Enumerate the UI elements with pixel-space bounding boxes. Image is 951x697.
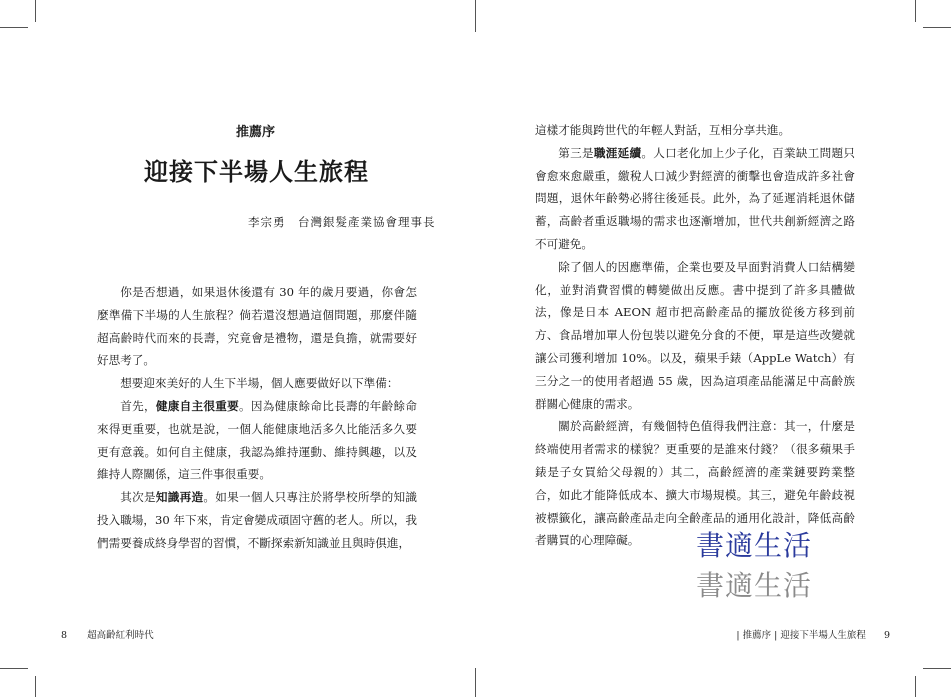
watermark-text: 書適生活 [696,529,813,562]
paragraph-lead: 首先， [120,398,156,413]
paragraph [97,486,417,554]
folio-divider: | [736,630,740,641]
left-page [0,0,475,697]
left-body-text [97,281,417,555]
running-title: 迎接下半場人生旅程 [780,630,866,641]
paragraph-text: 。因為健康餘命比長壽的年齡餘命來得更重要，也就是說，一個人能健康地活多久比能活多久要更有意義。如何自主健康，我認為維持運動、維持興趣，以及維持人際關係，這三件事很重要。 [97,398,417,482]
paragraph [535,142,855,256]
paragraph-text: 。如果一個人只專注於將學校所學的知識投入職場，30 年下來，肯定會變成頑固守舊的老人。所以，我們需要養成終身學習的習慣，不斷探索新知識並且與時俱進， [97,490,417,550]
right-body-text [535,119,855,552]
paragraph [97,395,417,486]
chapter-title: 迎接下半場人生旅程 [144,157,369,186]
emphasis-text: 知識再造 [155,490,204,505]
section-label: 推薦序 [236,125,276,140]
running-title: 超高齡紅利時代 [87,630,154,641]
watermark-text-shadow: 書適生活 [696,569,813,602]
paragraph-text: 。人口老化加上少子化，百業缺工問題只會愈來愈嚴重，繳稅人口減少對經濟的衝擊也會造成許多社會問題，退休年齡勢必將往後延長。此外，為了延遲消耗退休儲蓄，高齡者重返職場的需求也逐漸增加，世代共創新經濟之路不可避免。 [535,145,855,251]
folio-divider: | [774,630,778,641]
page-number: 9 [883,630,890,641]
running-section: 推薦序 [742,630,772,641]
emphasis-text: 健康自主很重要 [155,398,240,413]
paragraph-text: 想要迎來美好的人生下半場，個人應要做好以下準備： [120,376,399,391]
paragraph [97,281,417,372]
paragraph-text: 你是否想過，如果退休後還有 30 年的歲月要過，你會怎麼準備下半場的人生旅程？倘若還沒想過這個問題，那麼伴隨超高齡時代而來的長壽，究竟會是禮物，還是負擔，就需要好好思考了。 [97,285,417,368]
paragraph-lead: 其次是 [120,490,156,505]
paragraph [535,119,855,142]
paragraph-text: 這樣才能與跨世代的年輕人對話，互相分享共進。 [535,123,791,137]
paragraph-text: 除了個人的因應準備，企業也要及早面對消費人口結構變化，並對消費習慣的轉變做出反應。書中提到了許多具體做法，像是日本 AEON 超市把高齡產品的擺放從後方移到前方、食品增加單人份包裝以避免分食的不便，單是這些改變就讓公司獲利增加 10%。以及，蘋果手錶（AppLe Watch）有三分之一的使用者超過 55 歲，因為這項產品能滿足中高齡族群關心健康的需求。 [535,259,855,411]
paragraph [535,256,855,416]
right-folio [736,627,890,641]
author-line: 李宗勇 台灣銀髮產業協會理事長 [248,215,436,229]
left-folio [61,627,154,641]
emphasis-text: 職涯延續 [593,145,642,160]
paragraph-lead: 第三是 [558,145,594,160]
page-number: 8 [61,630,68,641]
paragraph [97,372,417,395]
paragraph-text: 關於高齡經濟，有幾個特色值得我們注意：其一，什麼是終端使用者需求的樣貌？更重要的是誰來付錢？（很多蘋果手錶是子女買給父母親的）其二，高齡經濟的產業鏈要跨業整合，如此才能降低成本、擴大市場規模。其三，避免年齡歧視被標籤化，讓高齡產品走向全齡產品的通用化設計，降低高齡者購買的心理障礙。 [535,419,855,548]
